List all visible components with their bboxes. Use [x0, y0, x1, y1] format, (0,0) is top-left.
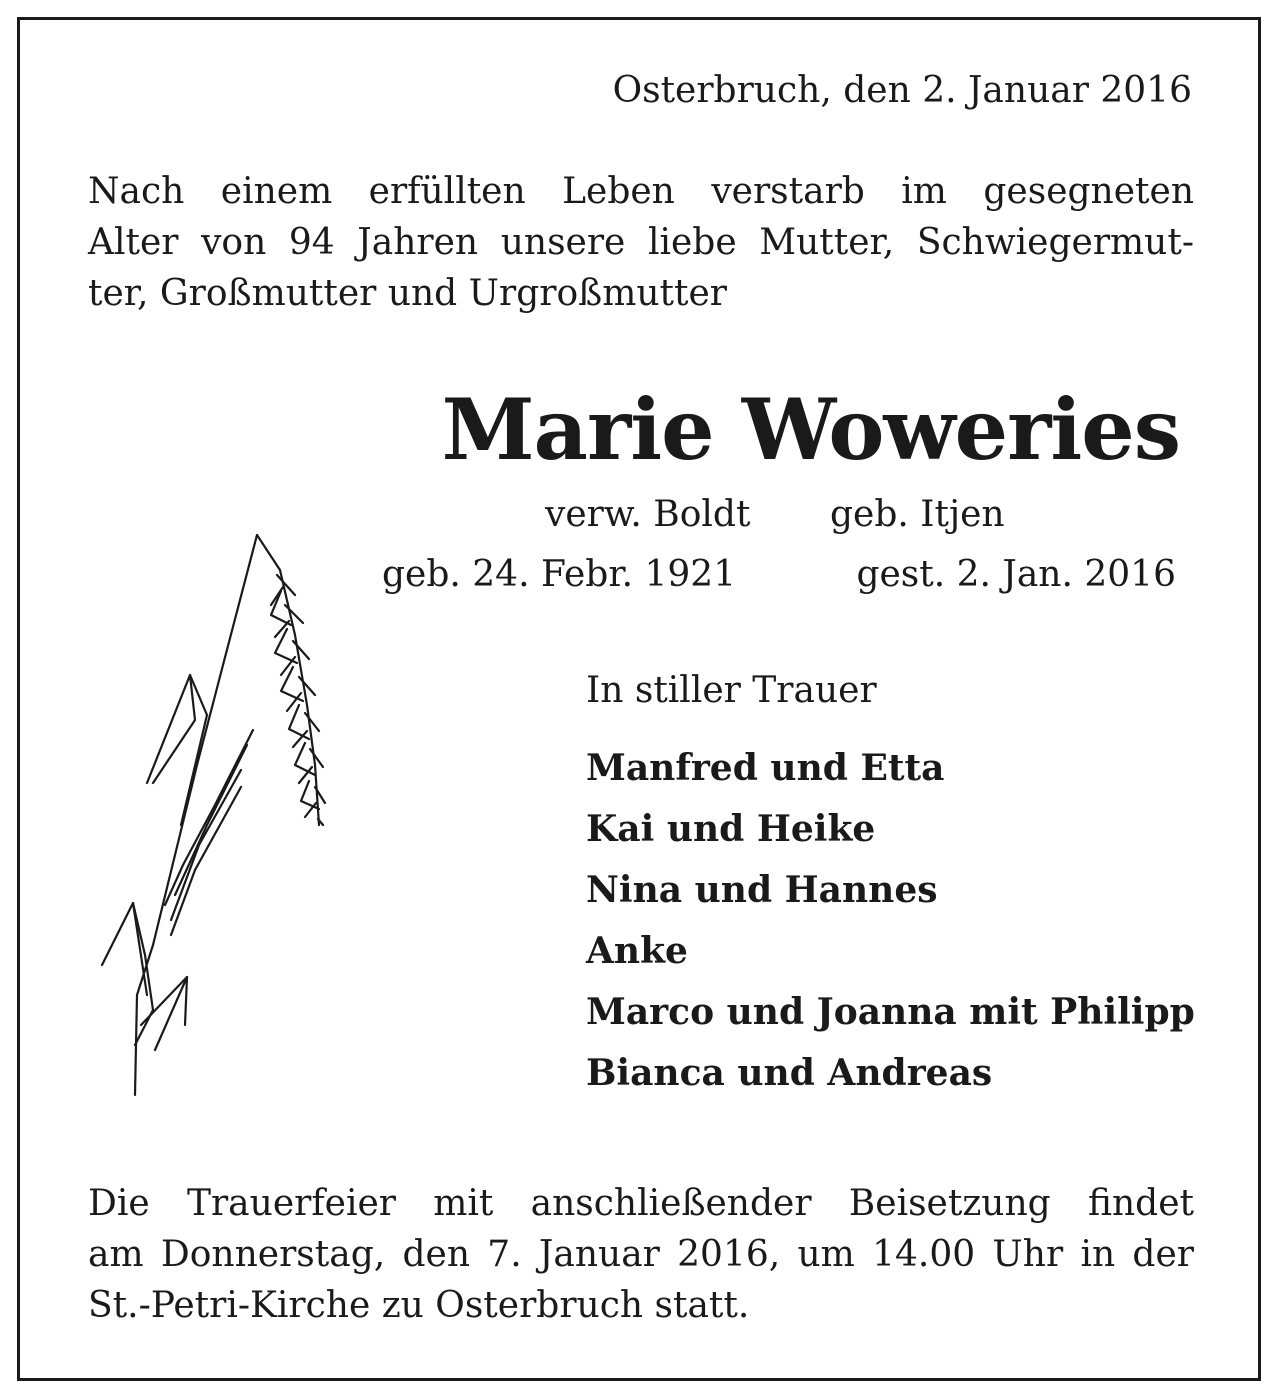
funeral-info: [88, 1178, 1194, 1331]
funeral-line: am Donnerstag, den 7. Januar 2016, um 14.00 Uhr in der: [88, 1234, 1194, 1275]
birth-name: geb. Itjen: [830, 494, 1005, 535]
family-list: [586, 738, 1195, 1104]
intro-text: [88, 166, 1194, 319]
family-member: Manfred und Etta: [586, 747, 945, 789]
intro-line: ter, Großmutter und Urgroßmutter: [88, 273, 727, 314]
funeral-line: Die Trauerfeier mit anschließender Beisetzung findet: [88, 1183, 1194, 1224]
widowed-name: verw. Boldt: [545, 494, 751, 535]
notice-date: Osterbruch, den 2. Januar 2016: [612, 70, 1192, 111]
funeral-line: St.-Petri-Kirche zu Osterbruch statt.: [88, 1285, 750, 1326]
family-member: Kai und Heike: [586, 808, 876, 850]
mourning-phrase: In stiller Trauer: [586, 670, 877, 711]
grass-stalk-icon: [95, 525, 345, 1105]
family-member: Marco und Joanna mit Philipp: [586, 991, 1195, 1033]
family-member: Bianca und Andreas: [586, 1052, 993, 1094]
deceased-name: Marie Woweries: [441, 380, 1180, 479]
birth-date: geb. 24. Febr. 1921: [382, 554, 737, 595]
intro-line: Nach einem erfüllten Leben verstarb im gesegneten: [88, 171, 1194, 212]
family-member: Anke: [586, 930, 688, 972]
death-date: gest. 2. Jan. 2016: [856, 554, 1176, 595]
family-member: Nina und Hannes: [586, 869, 938, 911]
intro-line: Alter von 94 Jahren unsere liebe Mutter, Schwiegermut-: [88, 222, 1194, 263]
